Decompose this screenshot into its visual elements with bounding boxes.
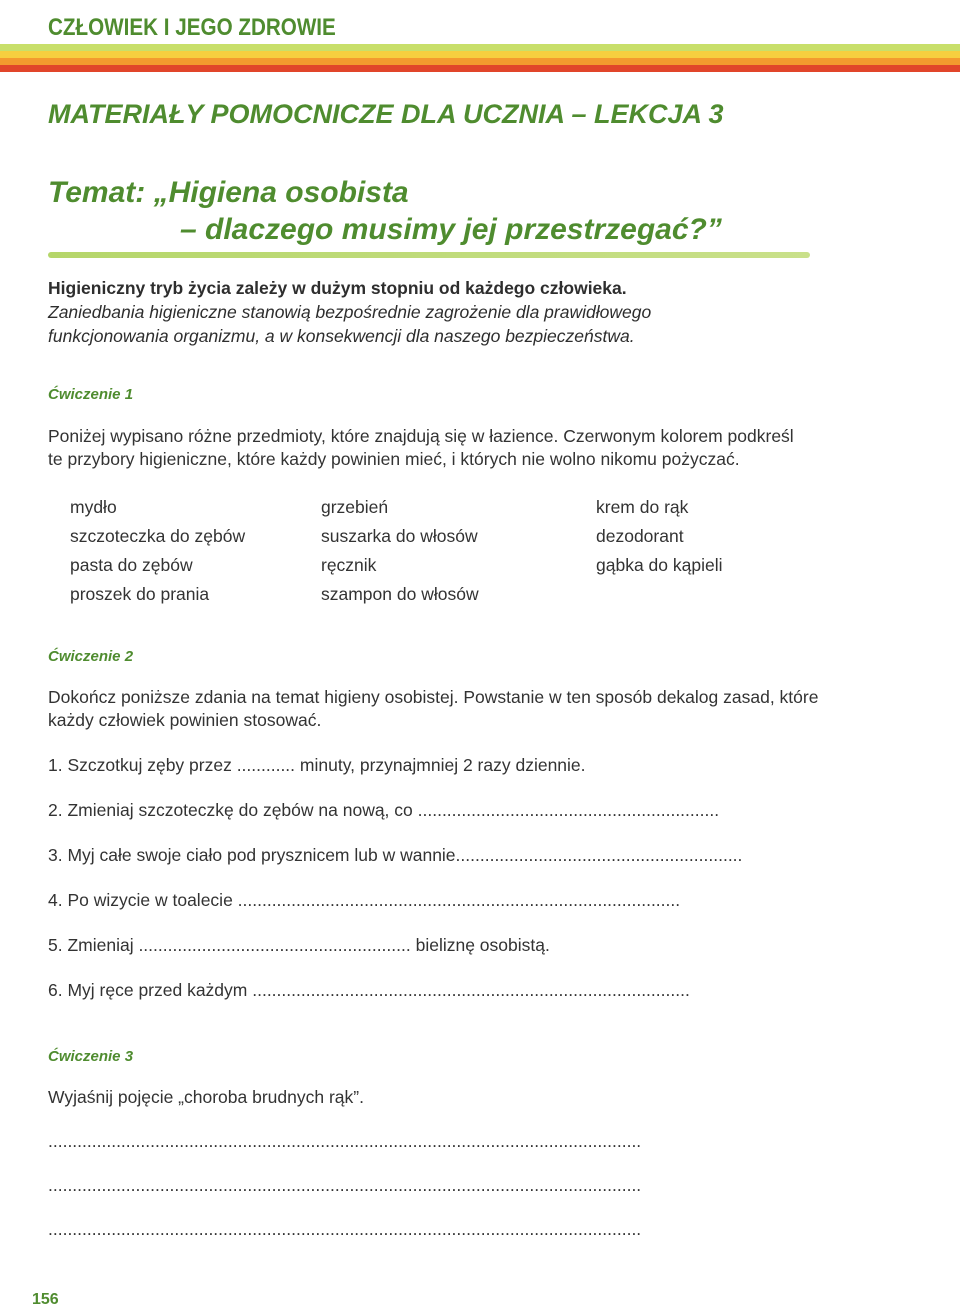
answer-line-3[interactable]: .......................................................................................................................... (48, 1219, 642, 1239)
topic-heading (48, 174, 722, 248)
task-1[interactable]: 1. Szczotkuj zęby przez ............ minuty, przynajmniej 2 razy dziennie. (48, 755, 586, 775)
stripe-red (0, 65, 960, 72)
exercise-3-question: Wyjaśnij pojęcie „choroba brudnych rąk”. (48, 1087, 364, 1107)
exercise-1-line-2: te przybory higieniczne, które każdy powinien mieć, i których nie wolno nikomu pożyczać. (48, 449, 740, 469)
list-item: proszek do prania (70, 584, 210, 604)
answer-line-2[interactable]: .......................................................................................................................... (48, 1175, 642, 1195)
stripe-yellow (0, 51, 960, 58)
task-6[interactable]: 6. Myj ręce przed każdym .......................................................................................... (48, 980, 690, 1000)
exercise-1-line-1: Poniżej wypisano różne przedmioty, które znajdują się w łazience. Czerwonym kolorem podkreśl (48, 426, 794, 446)
exercise-3-label: Ćwiczenie 3 (48, 1048, 134, 1065)
exercise-2-line-2: każdy człowiek powinien stosować. (48, 710, 322, 730)
page-number: 156 (32, 1291, 59, 1308)
list-item: dezodorant (596, 526, 684, 546)
task-4[interactable]: 4. Po wizycie w toalecie ........................................................................................... (48, 890, 681, 910)
topic-line-1: Temat: „Higiena osobista (48, 176, 409, 209)
intro-line-3: funkcjonowania organizmu, a w konsekwencji dla naszego bezpieczeństwa. (48, 326, 635, 346)
intro-paragraph (48, 276, 908, 348)
section-title: CZŁOWIEK I JEGO ZDROWIE (48, 14, 336, 41)
list-item: suszarka do włosów (321, 526, 478, 546)
stripe-orange (0, 58, 960, 65)
topic-underline (48, 252, 810, 258)
task-3[interactable]: 3. Myj całe swoje ciało pod prysznicem lub w wannie........................................................... (48, 845, 743, 865)
list-item: mydło (70, 497, 117, 517)
list-item: gąbka do kąpieli (596, 555, 723, 575)
intro-bold-sentence: Higieniczny tryb życia zależy w dużym stopniu od każdego człowieka. (48, 278, 627, 298)
list-item: ręcznik (321, 555, 377, 575)
topic-line-2: – dlaczego musimy jej przestrzegać?” (180, 213, 722, 246)
exercise-1-label: Ćwiczenie 1 (48, 386, 134, 403)
task-2[interactable]: 2. Zmieniaj szczoteczkę do zębów na nową, co .............................................................. (48, 800, 720, 820)
list-item: szczoteczka do zębów (70, 526, 246, 546)
page-header (0, 0, 960, 70)
answer-line-1[interactable]: .......................................................................................................................... (48, 1131, 642, 1151)
list-item: pasta do zębów (70, 555, 193, 575)
exercise-2-line-1: Dokończ poniższe zdania na temat higieny osobistej. Powstanie w ten sposób dekalog zasad, które (48, 687, 819, 707)
task-5[interactable]: 5. Zmieniaj ........................................................ bieliznę osobistą. (48, 935, 550, 955)
intro-line-2: Zaniedbania higieniczne stanowią bezpośrednie zagrożenie dla prawidłowego (48, 302, 652, 322)
stripe-green (0, 44, 960, 51)
list-item: grzebień (321, 497, 389, 517)
exercise-2-instructions (48, 686, 918, 732)
list-item: krem do rąk (596, 497, 689, 517)
exercise-2-label: Ćwiczenie 2 (48, 648, 134, 665)
exercise-1-instructions (48, 425, 918, 471)
list-item: szampon do włosów (321, 584, 479, 604)
header-stripes (0, 44, 960, 72)
main-title: MATERIAŁY POMOCNICZE DLA UCZNIA – LEKCJA 3 (48, 99, 724, 129)
